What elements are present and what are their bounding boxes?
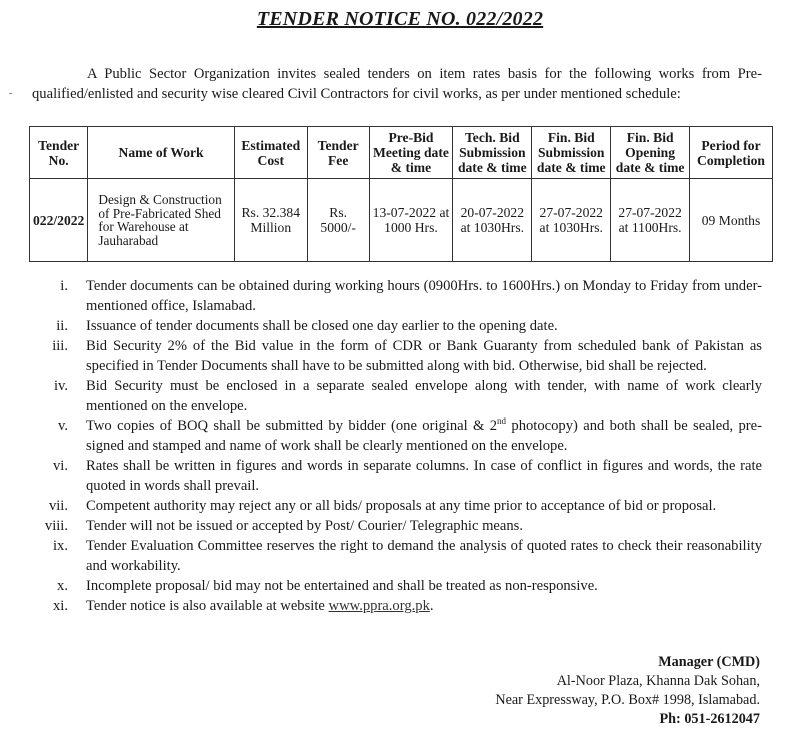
item-text: Bid Security 2% of the Bid value in the form of CDR or Bank Guaranty from scheduled bank of Pakistan as specified in Tender Documents shall have to be submitted along with bid. Otherwise, bid shall be rejected. bbox=[86, 338, 762, 374]
item-text-after: photocopy) and both shall be sealed, pre-signed and stamped and name of work shall be clearly mentioned on the envelope. bbox=[86, 418, 762, 454]
address-line-2: Near Expressway, P.O. Box# 1998, Islamabad. bbox=[495, 692, 760, 708]
item-number: i. bbox=[60, 278, 68, 294]
list-item bbox=[34, 536, 762, 576]
item-number: iii. bbox=[52, 338, 68, 354]
cell-pre-bid: 13-07-2022 at 1000 Hrs. bbox=[369, 179, 453, 262]
header-period: Period for Completion bbox=[690, 127, 773, 179]
header-name-of-work: Name of Work bbox=[88, 127, 234, 179]
item-number: iv. bbox=[53, 378, 68, 394]
item-text: Incomplete proposal/ bid may not be entertained and shall be treated as non-responsive. bbox=[86, 578, 598, 594]
superscript-nd: nd bbox=[497, 416, 507, 427]
item-text: Rates shall be written in figures and words in separate columns. In case of conflict in figures and words, the rate quoted in words shall prevail. bbox=[86, 458, 762, 494]
cell-fin-bid-opening: 27-07-2022 at 1100Hrs. bbox=[611, 179, 690, 262]
intro-paragraph: A Public Sector Organization invites sealed tenders on item rates basis for the following works from Pre-qualified/enlisted and security wise cleared Civil Contractors for civil works, as per under mentioned schedule: bbox=[32, 66, 762, 102]
address-line-1: Al-Noor Plaza, Khanna Dak Sohan, bbox=[556, 673, 760, 689]
list-item bbox=[34, 516, 762, 536]
cell-estimated-cost: Rs. 32.384 Million bbox=[234, 179, 307, 262]
signatory-designation: Manager (CMD) bbox=[658, 654, 760, 670]
list-item bbox=[34, 456, 762, 496]
item-number: viii. bbox=[44, 518, 68, 534]
header-fin-bid-submission: Fin. Bid Submission date & time bbox=[532, 127, 611, 179]
item-number: vi. bbox=[53, 458, 68, 474]
list-item bbox=[34, 496, 762, 516]
item-text: Issuance of tender documents shall be closed one day earlier to the opening date. bbox=[86, 318, 558, 334]
list-item bbox=[34, 276, 762, 316]
list-item bbox=[34, 336, 762, 376]
header-estimated-cost: Estimated Cost bbox=[234, 127, 307, 179]
header-pre-bid: Pre-Bid Meeting date & time bbox=[369, 127, 453, 179]
header-tender-no: Tender No. bbox=[30, 127, 88, 179]
list-item bbox=[34, 316, 762, 336]
margin-mark: - bbox=[9, 88, 13, 99]
notice-title: TENDER NOTICE NO. 022/2022 bbox=[256, 8, 544, 30]
signature-block bbox=[495, 653, 760, 729]
cell-fin-bid-submission: 27-07-2022 at 1030Hrs. bbox=[532, 179, 611, 262]
item-text: Competent authority may reject any or all bids/ proposals at any time prior to acceptance of bid or proposal. bbox=[86, 498, 717, 514]
tender-schedule-table bbox=[29, 126, 773, 262]
item-number: ii. bbox=[56, 318, 68, 334]
table-header-row bbox=[30, 127, 773, 179]
list-item bbox=[34, 376, 762, 416]
cell-tender-fee: Rs. 5000/- bbox=[307, 179, 369, 262]
cell-name-of-work: Design & Construction of Pre-Fabricated Shed for Warehouse at Jauharabad bbox=[88, 179, 234, 262]
header-tender-fee: Tender Fee bbox=[307, 127, 369, 179]
cell-tender-no: 022/2022 bbox=[30, 179, 88, 262]
cell-tech-bid: 20-07-2022 at 1030Hrs. bbox=[453, 179, 532, 262]
website-link[interactable]: www.ppra.org.pk bbox=[328, 598, 430, 614]
header-tech-bid: Tech. Bid Submission date & time bbox=[453, 127, 532, 179]
item-number: x. bbox=[57, 578, 68, 594]
item-text: Tender documents can be obtained during working hours (0900Hrs. to 1600Hrs.) on Monday to Friday from under- mentioned office, Islamabad. bbox=[86, 278, 762, 314]
item-number: v. bbox=[58, 418, 68, 434]
item-text-before: Two copies of BOQ shall be submitted by bidder (one original & 2 bbox=[86, 418, 498, 434]
cell-period: 09 Months bbox=[690, 179, 773, 262]
item-text: Bid Security must be enclosed in a separate sealed envelope along with tender, with name of work clearly mentioned on the envelope. bbox=[86, 378, 762, 414]
item-text-before: Tender notice is also available at website bbox=[86, 598, 329, 614]
item-number: xi. bbox=[53, 598, 68, 614]
list-item bbox=[34, 416, 762, 456]
item-text: Tender Evaluation Committee reserves the right to demand the analysis of quoted rates to check their reasonability and workability. bbox=[86, 538, 762, 574]
item-number: vii. bbox=[48, 498, 68, 514]
table-row bbox=[30, 179, 773, 262]
list-item bbox=[34, 596, 762, 616]
header-fin-bid-opening: Fin. Bid Opening date & time bbox=[611, 127, 690, 179]
conditions-list bbox=[34, 276, 762, 616]
item-text: Tender will not be issued or accepted by Post/ Courier/ Telegraphic means. bbox=[86, 518, 523, 534]
item-text-after: . bbox=[429, 598, 434, 614]
phone-number: Ph: 051-2612047 bbox=[659, 711, 760, 727]
list-item bbox=[34, 576, 762, 596]
item-number: ix. bbox=[53, 538, 68, 554]
